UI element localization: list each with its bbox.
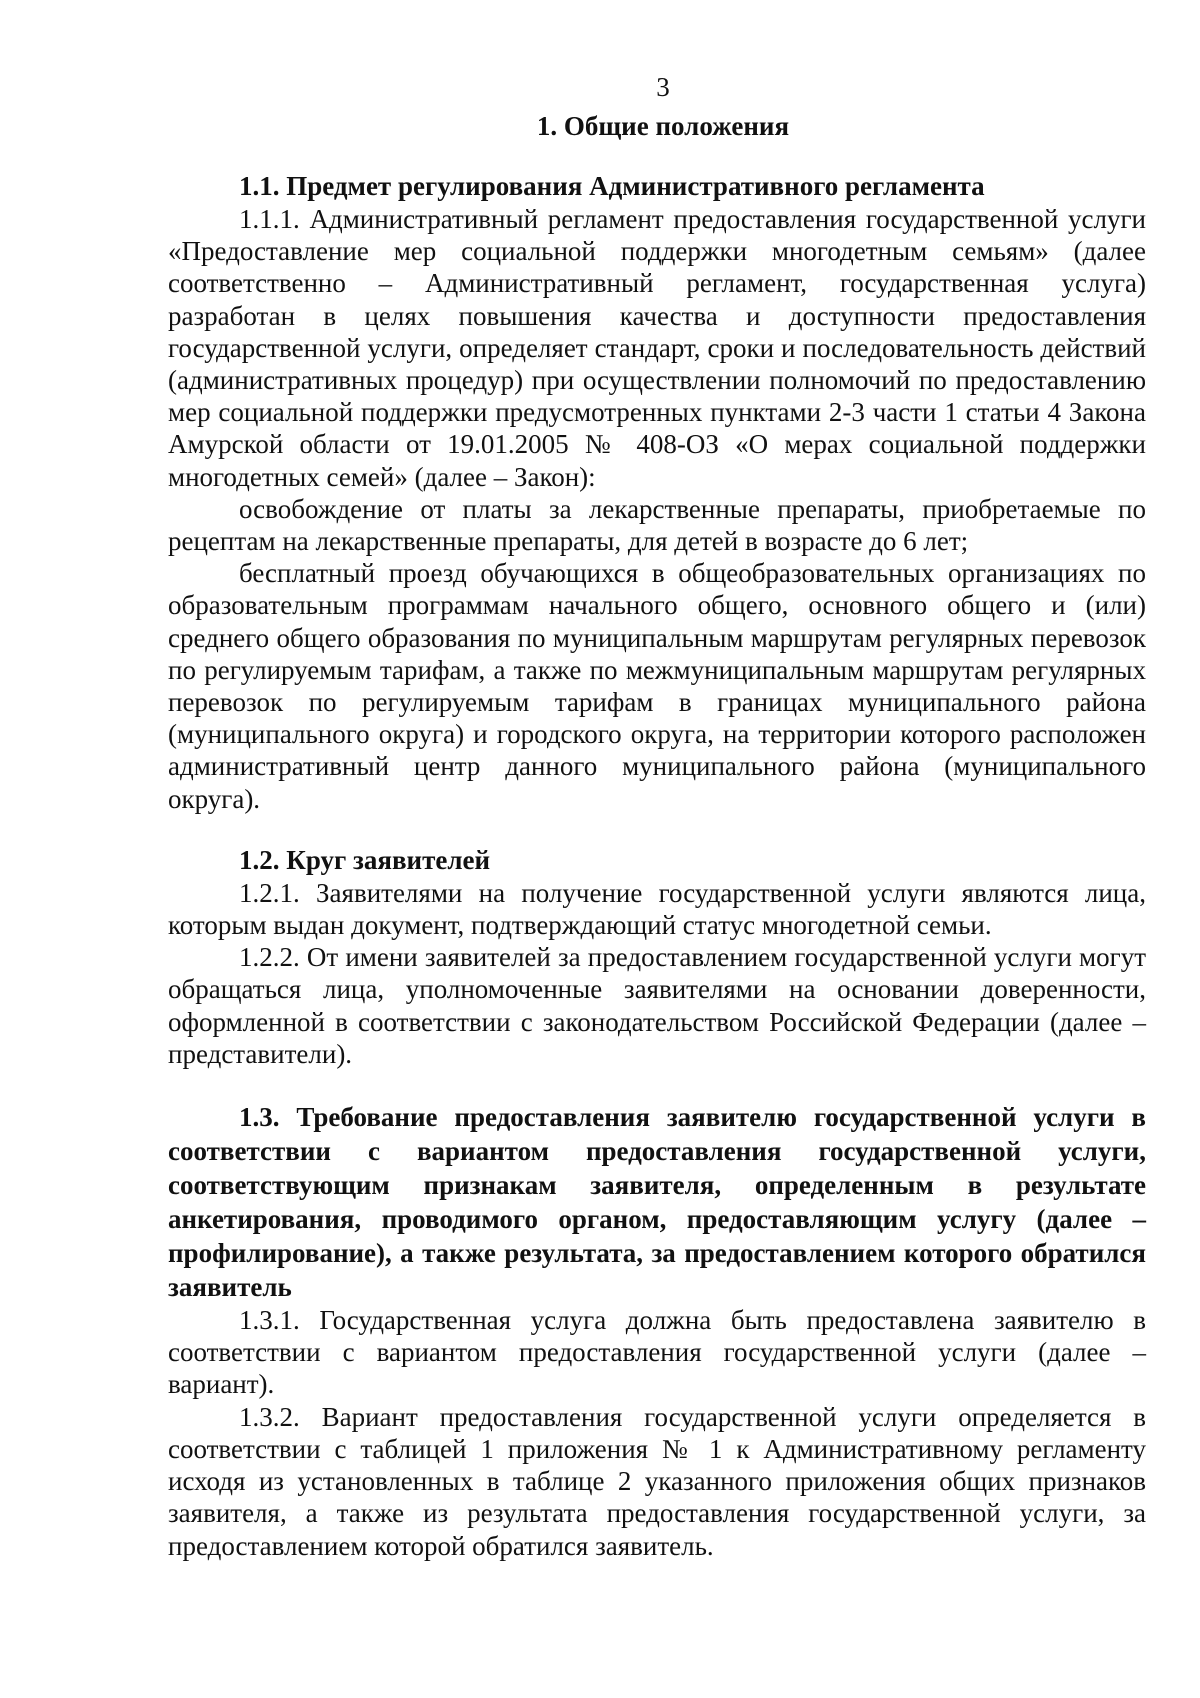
paragraph: бесплатный проезд обучающихся в общеобразовательных организациях по образовательным программам начального общего, основного общего и (или) среднего общего образования по муниципальным маршрутам регулярных перевозок по регулируемым тарифам, а также по межмуниципальным маршрутам регулярных перевозок по регулируемым тарифам в границах муниципального района (муниципального округа) и городского округа, на территории которого расположен административный центр данного муниципального района (муниципального округа). bbox=[168, 558, 1146, 814]
paragraph: 1.2.2. От имени заявителей за предоставлением государственной услуги могут обращаться лица, уполномоченные заявителями на основании доверенности, оформленной в соответствии с законодательством Российской Федерации (далее – представители). bbox=[168, 942, 1146, 1069]
page-number: 3 bbox=[656, 72, 670, 102]
paragraph: 1.1.1. Административный регламент предоставления государственной услуги «Предоставление мер социальной поддержки многодетным семьям» (далее соответственно – Административный регламент, государственная услуга) разработан в целях повышения качества и доступности предоставления государственной услуги, определяет стандарт, сроки и последовательность действий (административных процедур) при осуществлении полномочий по предоставлению мер социальной поддержки предусмотренных пунктами 2-3 части 1 статьи 4 Закона Амурской области от 19.01.2005 № 408-ОЗ «О мерах социальной поддержки многодетных семей» (далее – Закон): bbox=[168, 204, 1146, 492]
section-heading: 1.3. Требование предоставления заявителю государственной услуги в соответствии с вариантом предоставления государственной услуги, соответствующим признакам заявителя, определенным в результате анкетирования, проводимого органом, предоставляющим услугу (далее – профилирование), а также результата, за предоставлением которого обратился заявитель bbox=[168, 1102, 1146, 1303]
paragraph: 1.3.1. Государственная услуга должна быть предоставлена заявителю в соответствии с вариантом предоставления государственной услуги (далее – вариант). bbox=[168, 1305, 1146, 1400]
document-page bbox=[168, 70, 1146, 1562]
section-heading: 1.2. Круг заявителей bbox=[239, 844, 491, 875]
paragraph: освобождение от платы за лекарственные препараты, приобретаемые по рецептам на лекарственные препараты, для детей в возрасте до 6 лет; bbox=[168, 493, 1146, 557]
chapter-title: 1. Общие положения bbox=[536, 111, 790, 141]
section-heading: 1.1. Предмет регулирования Административного регламента bbox=[239, 171, 985, 201]
section-1-1 bbox=[168, 169, 1146, 815]
paragraph: 1.2.1. Заявителями на получение государственной услуги являются лица, которым выдан документ, подтверждающий статус многодетной семьи. bbox=[168, 877, 1146, 941]
section-1-3 bbox=[168, 1100, 1146, 1562]
paragraph: 1.3.2. Вариант предоставления государственной услуги определяется в соответствии с таблицей 1 приложения № 1 к Административному регламенту исходя из установленных в таблице 2 указанного приложения общих признаков заявителя, а также из результата предоставления государственной услуги, за предоставлением которой обратился заявитель. bbox=[168, 1401, 1146, 1561]
section-1-2 bbox=[168, 843, 1146, 1070]
